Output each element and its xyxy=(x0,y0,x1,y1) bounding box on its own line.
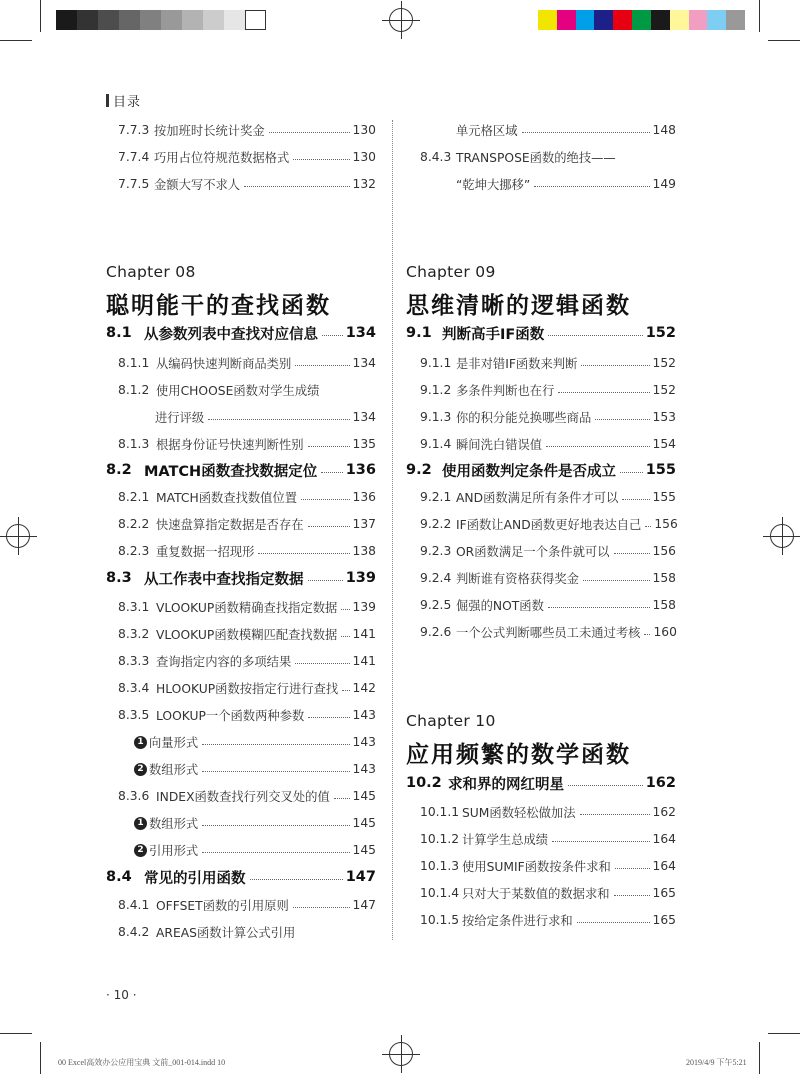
dot-leader xyxy=(614,895,650,896)
toc-number: 10.1.1 xyxy=(420,805,460,819)
dot-leader xyxy=(308,526,350,527)
toc-number: 10.1.4 xyxy=(420,886,460,900)
chapter-10-label: Chapter 10 xyxy=(406,712,496,730)
toc-section-entry xyxy=(106,565,376,591)
toc-title: AREAS函数计算公式引用 xyxy=(156,926,296,940)
crop-mark xyxy=(768,40,800,41)
toc-page-number: 141 xyxy=(352,627,376,641)
toc-entry xyxy=(420,855,676,877)
color-swatch xyxy=(119,10,140,30)
toc-title: VLOOKUP函数模糊匹配查找数据 xyxy=(156,628,338,642)
toc-page-number: 137 xyxy=(352,517,376,531)
toc-title: MATCH函数查找数值位置 xyxy=(156,491,298,505)
toc-title: MATCH函数查找数据定位 xyxy=(144,463,318,480)
toc-title: 计算学生总成绩 xyxy=(462,833,549,847)
color-swatch xyxy=(98,10,119,30)
toc-number: 8.2.1 xyxy=(118,490,150,504)
color-swatch xyxy=(576,10,595,30)
color-swatch xyxy=(245,10,266,30)
color-swatch xyxy=(77,10,98,30)
chapter-10-title: 应用频繁的数学函数 xyxy=(406,742,631,768)
toc-number: 9.2.1 xyxy=(420,490,452,504)
color-swatch xyxy=(538,10,557,30)
toc-page-number: 145 xyxy=(352,789,376,803)
toc-page-number: 143 xyxy=(352,708,376,722)
dot-leader xyxy=(583,580,650,581)
toc-number: 8.2 xyxy=(106,462,132,478)
toc-title: 数组形式 xyxy=(149,763,199,777)
toc-title: 向量形式 xyxy=(149,736,199,750)
toc-entry xyxy=(134,839,376,861)
toc-page-number: 132 xyxy=(352,177,376,191)
toc-page-number: 145 xyxy=(352,843,376,857)
toc-number: 9.2.4 xyxy=(420,571,452,585)
dot-leader xyxy=(308,446,350,447)
toc-title: 从工作表中查找指定数据 xyxy=(144,571,304,588)
toc-title: 金额大写不求人 xyxy=(154,178,241,192)
bullet-number-icon: 1 xyxy=(134,736,147,749)
dot-leader xyxy=(568,785,643,786)
toc-title: 瞬间洗白错误值 xyxy=(456,438,543,452)
column-divider xyxy=(392,120,393,940)
header-bar xyxy=(106,94,109,107)
dot-leader xyxy=(548,335,642,336)
dot-leader xyxy=(269,132,350,133)
toc-page-number: 152 xyxy=(652,356,676,370)
toc-page-number: 141 xyxy=(352,654,376,668)
toc-title: 按加班时长统计奖金 xyxy=(154,124,265,138)
dot-leader xyxy=(522,132,650,133)
toc-entry xyxy=(420,379,676,401)
toc-title: 重复数据一招现形 xyxy=(156,545,255,559)
toc-title: VLOOKUP函数精确查找指定数据 xyxy=(156,601,338,615)
toc-entry xyxy=(118,173,376,195)
toc-title: LOOKUP一个函数两种参数 xyxy=(156,709,305,723)
toc-page-number: 147 xyxy=(345,869,376,885)
toc-entry xyxy=(118,513,376,535)
slug-right: 2019/4/9 下午5:21 xyxy=(686,1058,747,1067)
toc-number: 9.1.3 xyxy=(420,410,452,424)
color-swatch xyxy=(651,10,670,30)
toc-page-number: 138 xyxy=(352,544,376,558)
dot-leader xyxy=(558,392,649,393)
toc-number: 8.4.1 xyxy=(118,898,150,912)
toc-page-number: 134 xyxy=(352,410,376,424)
toc-entry xyxy=(118,379,376,401)
color-swatch xyxy=(613,10,632,30)
dot-leader xyxy=(552,841,649,842)
toc-title: TRANSPOSE函数的绝技—— xyxy=(456,151,616,165)
dot-leader xyxy=(341,636,349,637)
dot-leader xyxy=(546,446,649,447)
dot-leader xyxy=(548,607,650,608)
color-swatch xyxy=(707,10,726,30)
toc-entry xyxy=(420,540,676,562)
toc-page-number: 136 xyxy=(345,462,376,478)
toc-page-number: 139 xyxy=(345,570,376,586)
toc-entry xyxy=(420,146,676,168)
toc-entry xyxy=(118,352,376,374)
dot-leader xyxy=(334,798,350,799)
color-swatch xyxy=(689,10,708,30)
toc-number: 9.2.2 xyxy=(420,517,452,531)
toc-title: 是非对错IF函数来判断 xyxy=(456,357,578,371)
toc-number: 8.1.3 xyxy=(118,437,150,451)
toc-page-number: 158 xyxy=(652,598,676,612)
toc-page-number: 148 xyxy=(652,123,676,137)
toc-page-number: 139 xyxy=(352,600,376,614)
toc-entry xyxy=(420,433,676,455)
dot-leader xyxy=(308,580,343,581)
chapter-08-label: Chapter 08 xyxy=(106,263,196,281)
dot-leader xyxy=(581,365,649,366)
toc-title: SUM函数轻松做加法 xyxy=(462,806,576,820)
toc-section-entry xyxy=(406,457,676,483)
toc-entry xyxy=(118,650,376,672)
toc-entry xyxy=(420,513,676,535)
toc-page-number: 149 xyxy=(652,177,676,191)
toc-number: 9.1.1 xyxy=(420,356,452,370)
toc-entry xyxy=(420,406,676,428)
chapter-08-title: 聪明能干的查找函数 xyxy=(106,293,331,319)
registration-mark-right xyxy=(770,524,794,548)
toc-page-number: 152 xyxy=(652,383,676,397)
toc-title: 使用函数判定条件是否成立 xyxy=(442,463,616,480)
toc-page-number: 152 xyxy=(645,325,676,341)
toc-number: 8.3.3 xyxy=(118,654,150,668)
toc-page-number: 165 xyxy=(652,913,676,927)
toc-number: 7.7.4 xyxy=(118,150,150,164)
toc-number: 8.1.2 xyxy=(118,383,150,397)
color-swatch xyxy=(594,10,613,30)
color-swatch xyxy=(56,10,77,30)
color-swatch xyxy=(632,10,651,30)
toc-page-number: 135 xyxy=(352,437,376,451)
dot-leader xyxy=(244,186,349,187)
toc-number: 8.3.4 xyxy=(118,681,150,695)
toc-number: 9.2.3 xyxy=(420,544,452,558)
toc-entry xyxy=(134,812,376,834)
toc-entry xyxy=(456,173,676,195)
crop-mark xyxy=(0,1033,32,1034)
toc-title: 快速盘算指定数据是否存在 xyxy=(156,518,304,532)
toc-section-entry xyxy=(106,864,376,890)
toc-title: OFFSET函数的引用原则 xyxy=(156,899,289,913)
toc-title: IF函数让AND函数更好地表达自己 xyxy=(456,518,642,532)
toc-title: 多条件判断也在行 xyxy=(456,384,555,398)
crop-mark xyxy=(40,0,41,32)
bullet-number-icon: 2 xyxy=(134,844,147,857)
toc-page-number: 134 xyxy=(352,356,376,370)
dot-leader xyxy=(301,499,349,500)
toc-number: 10.1.3 xyxy=(420,859,460,873)
toc-page-number: 130 xyxy=(352,123,376,137)
toc-page-number: 142 xyxy=(352,681,376,695)
color-swatch xyxy=(557,10,576,30)
toc-entry xyxy=(118,921,376,943)
crop-mark xyxy=(768,1033,800,1034)
toc-title: 数组形式 xyxy=(149,817,199,831)
crop-mark xyxy=(0,40,32,41)
toc-number: 10.2 xyxy=(406,775,442,791)
toc-number: 8.4.2 xyxy=(118,925,150,939)
toc-number: 10.1.2 xyxy=(420,832,460,846)
toc-page-number: 164 xyxy=(652,859,676,873)
page-folio: · 10 · xyxy=(106,988,137,1002)
toc-page-number: 143 xyxy=(352,762,376,776)
chapter-09-label: Chapter 09 xyxy=(406,263,496,281)
toc-entry xyxy=(118,540,376,562)
dot-leader xyxy=(580,814,650,815)
toc-title: 判断谁有资格获得奖金 xyxy=(456,572,579,586)
toc-title: 你的积分能兑换哪些商品 xyxy=(456,411,592,425)
toc-section-entry xyxy=(406,320,676,346)
toc-entry xyxy=(118,623,376,645)
toc-number: 9.1 xyxy=(406,325,432,341)
toc-number: 8.1.1 xyxy=(118,356,150,370)
toc-title: 单元格区域 xyxy=(456,124,518,138)
toc-title: 一个公式判断哪些员工未通过考核 xyxy=(456,626,641,640)
dot-leader xyxy=(615,868,650,869)
dot-leader xyxy=(620,472,643,473)
toc-page-number: 160 xyxy=(653,625,677,639)
toc-entry xyxy=(420,621,676,643)
toc-entry xyxy=(420,801,676,823)
toc-number: 8.4 xyxy=(106,869,132,885)
toc-page-number: 162 xyxy=(645,775,676,791)
dot-leader xyxy=(295,365,349,366)
dot-leader xyxy=(202,744,349,745)
toc-entry xyxy=(420,486,676,508)
toc-page-number: 145 xyxy=(352,816,376,830)
registration-mark-left xyxy=(6,524,30,548)
toc-page-number: 136 xyxy=(352,490,376,504)
dot-leader xyxy=(322,335,343,336)
toc-page-number: 147 xyxy=(352,898,376,912)
toc-section-entry xyxy=(406,770,676,796)
toc-title: 判断高手IF函数 xyxy=(442,326,545,343)
toc-page-number: 165 xyxy=(652,886,676,900)
toc-title: OR函数满足一个条件就可以 xyxy=(456,545,610,559)
toc-entry xyxy=(134,731,376,753)
toc-entry xyxy=(118,894,376,916)
toc-page-number: 134 xyxy=(345,325,376,341)
dot-leader xyxy=(321,472,343,473)
toc-title: 求和界的网红明星 xyxy=(448,776,564,793)
dot-leader xyxy=(595,419,649,420)
toc-title: 引用形式 xyxy=(149,844,199,858)
toc-page-number: 143 xyxy=(352,735,376,749)
toc-entry xyxy=(134,758,376,780)
toc-page-number: 130 xyxy=(352,150,376,164)
color-swatch xyxy=(182,10,203,30)
dot-leader xyxy=(202,852,349,853)
dot-leader xyxy=(202,771,349,772)
color-swatch xyxy=(140,10,161,30)
crop-mark xyxy=(759,1042,760,1074)
toc-entry xyxy=(118,677,376,699)
toc-title: “乾坤大挪移” xyxy=(456,178,531,192)
toc-entry xyxy=(420,909,676,931)
dot-leader xyxy=(308,717,349,718)
toc-number: 8.3.5 xyxy=(118,708,150,722)
bullet-number-icon: 1 xyxy=(134,817,147,830)
toc-entry xyxy=(420,352,676,374)
toc-number: 10.1.5 xyxy=(420,913,460,927)
toc-entry xyxy=(420,828,676,850)
toc-title: 使用SUMIF函数按条件求和 xyxy=(462,860,611,874)
toc-title: 常见的引用函数 xyxy=(144,870,246,887)
toc-entry xyxy=(118,704,376,726)
dot-leader xyxy=(534,186,649,187)
toc-title: HLOOKUP函数按指定行进行查找 xyxy=(156,682,339,696)
toc-title: AND函数满足所有条件才可以 xyxy=(456,491,619,505)
toc-title: 从编码快速判断商品类别 xyxy=(156,357,292,371)
dot-leader xyxy=(202,825,349,826)
toc-title: INDEX函数查找行列交叉处的值 xyxy=(156,790,330,804)
toc-title: 倔强的NOT函数 xyxy=(456,599,544,613)
toc-entry xyxy=(155,406,376,428)
toc-section-entry xyxy=(106,320,376,346)
toc-number: 8.4.3 xyxy=(420,150,452,164)
dot-leader xyxy=(614,553,650,554)
registration-mark-top xyxy=(389,8,413,32)
toc-entry xyxy=(118,433,376,455)
toc-title: 只对大于某数值的数据求和 xyxy=(462,887,610,901)
dot-leader xyxy=(293,907,350,908)
toc-page-number: 156 xyxy=(652,544,676,558)
color-swatch xyxy=(726,10,745,30)
color-swatch xyxy=(161,10,182,30)
toc-number: 8.2.3 xyxy=(118,544,150,558)
toc-number: 8.3.6 xyxy=(118,789,150,803)
toc-number: 9.2.5 xyxy=(420,598,452,612)
running-header: 目录 xyxy=(113,95,142,110)
toc-entry xyxy=(118,486,376,508)
toc-section-entry xyxy=(106,457,376,483)
toc-title: 进行评级 xyxy=(155,411,205,425)
color-swatch xyxy=(203,10,224,30)
dot-leader xyxy=(577,922,650,923)
toc-number: 8.1 xyxy=(106,325,132,341)
toc-number: 9.2 xyxy=(406,462,432,478)
toc-number: 7.7.3 xyxy=(118,123,150,137)
toc-number: 8.3 xyxy=(106,570,132,586)
toc-page-number: 158 xyxy=(652,571,676,585)
dot-leader xyxy=(622,499,649,500)
dot-leader xyxy=(342,690,349,691)
toc-page-number: 153 xyxy=(652,410,676,424)
chapter-09-title: 思维清晰的逻辑函数 xyxy=(406,293,631,319)
toc-entry xyxy=(420,882,676,904)
bullet-number-icon: 2 xyxy=(134,763,147,776)
toc-entry xyxy=(118,785,376,807)
toc-number: 8.3.1 xyxy=(118,600,150,614)
toc-title: 使用CHOOSE函数对学生成绩 xyxy=(156,384,320,398)
toc-number: 9.2.6 xyxy=(420,625,452,639)
toc-page-number: 155 xyxy=(652,490,676,504)
toc-title: 查询指定内容的多项结果 xyxy=(156,655,292,669)
toc-number: 8.3.2 xyxy=(118,627,150,641)
toc-page-number: 162 xyxy=(652,805,676,819)
crop-mark xyxy=(759,0,760,32)
dot-leader xyxy=(295,663,349,664)
color-swatch xyxy=(224,10,245,30)
toc-entry xyxy=(456,119,676,141)
dot-leader xyxy=(250,879,343,880)
toc-entry xyxy=(118,119,376,141)
toc-title: 根据身份证号快速判断性别 xyxy=(156,438,304,452)
toc-title: 从参数列表中查找对应信息 xyxy=(144,326,318,343)
dot-leader xyxy=(644,634,650,635)
toc-page-number: 164 xyxy=(652,832,676,846)
registration-mark-bottom xyxy=(389,1042,413,1066)
slug-left: 00 Excel高效办公应用宝典 文前_001-014.indd 10 xyxy=(58,1058,226,1067)
toc-title: 巧用占位符规范数据格式 xyxy=(154,151,290,165)
dot-leader xyxy=(258,553,349,554)
crop-mark xyxy=(40,1042,41,1074)
dot-leader xyxy=(341,609,349,610)
toc-number: 8.2.2 xyxy=(118,517,150,531)
toc-title: 按给定条件进行求和 xyxy=(462,914,573,928)
dot-leader xyxy=(645,526,651,527)
toc-page-number: 156 xyxy=(654,517,678,531)
toc-page-number: 155 xyxy=(645,462,676,478)
toc-entry xyxy=(118,596,376,618)
toc-entry xyxy=(420,594,676,616)
dot-leader xyxy=(293,159,349,160)
color-swatch xyxy=(670,10,689,30)
toc-number: 9.1.2 xyxy=(420,383,452,397)
toc-number: 7.7.5 xyxy=(118,177,150,191)
dot-leader xyxy=(208,419,349,420)
toc-number: 9.1.4 xyxy=(420,437,452,451)
toc-entry xyxy=(420,567,676,589)
toc-entry xyxy=(118,146,376,168)
toc-page-number: 154 xyxy=(652,437,676,451)
